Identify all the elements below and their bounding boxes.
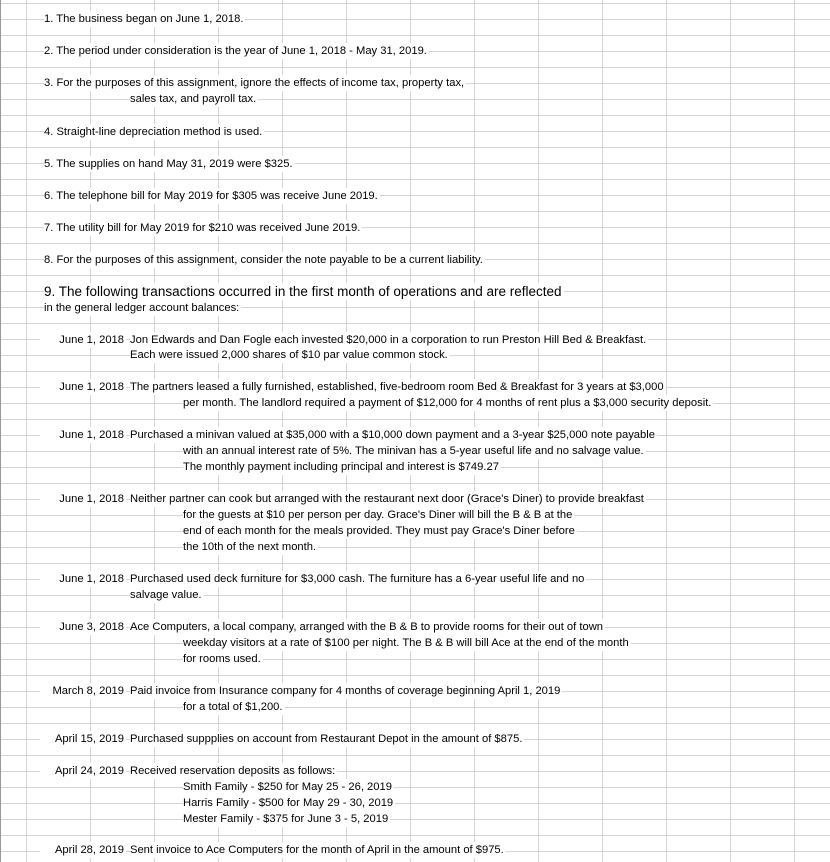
transaction-line[interactable]: for rooms used. [183,653,261,665]
transaction-line[interactable]: for a total of $1,200. [183,701,283,713]
transaction-line[interactable]: Paid invoice from Insurance company for 4 months of coverage beginning April 1, 2019 [130,685,561,697]
transaction-line[interactable]: the 10th of the next month. [183,541,317,553]
sheet-left-border [0,0,1,862]
transaction-line[interactable]: Ace Computers, a local company, arranged with the B & B to provide rooms for their out of town [130,621,604,633]
transaction-line[interactable]: Harris Family - $500 for May 29 - 30, 2019 [183,797,394,809]
note-3-line-2[interactable]: sales tax, and payroll tax. [130,93,257,105]
transaction-line[interactable]: for the guests at $10 per person per day. Grace's Diner will bill the B & B at the [183,509,573,521]
transaction-line[interactable]: per month. The landlord required a payment of $12,000 for 4 months of rent plus a $3,000 security deposit. [183,397,712,409]
note-3-line-1[interactable]: 3. For the purposes of this assignment, ignore the effects of income tax, property tax, [44,77,465,89]
transaction-line[interactable]: Purchased used deck furniture for $3,000 cash. The furniture has a 6-year useful life and no [130,573,585,585]
transaction-line[interactable]: Each were issued 2,000 shares of $10 par value common stock. [130,349,448,361]
note-8[interactable]: 8. For the purposes of this assignment, consider the note payable to be a current liability. [44,254,483,266]
note-7[interactable]: 7. The utility bill for May 2019 for $210 was received June 2019. [44,222,361,234]
transaction-line[interactable]: Smith Family - $250 for May 25 - 26, 2019 [183,781,392,793]
transaction-date[interactable]: June 1, 2018 [40,491,126,507]
transaction-line[interactable]: weekday visitors at a rate of $100 per night. The B & B will bill Ace at the end of the month [183,637,629,649]
transaction-line[interactable]: The monthly payment including principal and interest is $749.27 [183,461,499,473]
transaction-date[interactable]: June 1, 2018 [40,379,126,395]
transaction-line[interactable]: with an annual interest rate of 5%. The minivan has a 5-year useful life and no salvage value. [183,445,644,457]
transaction-date[interactable]: June 1, 2018 [40,427,126,443]
transaction-date[interactable]: April 24, 2019 [40,763,126,779]
transaction-date[interactable]: June 1, 2018 [40,332,126,348]
note-5[interactable]: 5. The supplies on hand May 31, 2019 were $325. [44,158,293,170]
note-2[interactable]: 2. The period under consideration is the year of June 1, 2018 - May 31, 2019. [44,45,427,57]
transaction-date[interactable]: April 28, 2019 [40,842,126,858]
note-4[interactable]: 4. Straight-line depreciation method is used. [44,126,263,138]
transaction-line[interactable]: salvage value. [130,589,202,601]
transaction-line[interactable]: Purchased a minivan valued at $35,000 with a $10,000 down payment and a 3-year $25,000 note payable [130,429,655,441]
note-1[interactable]: 1. The business began on June 1, 2018. [44,13,244,25]
transaction-line[interactable]: end of each month for the meals provided. They must pay Grace's Diner before [183,525,575,537]
transaction-line[interactable]: Sent invoice to Ace Computers for the month of April in the amount of $975. [130,844,504,856]
transaction-line[interactable]: Mester Family - $375 for June 3 - 5, 2019 [183,813,389,825]
transaction-line[interactable]: Purchased suppplies on account from Restaurant Depot in the amount of $875. [130,733,523,745]
note-9-line-2[interactable]: in the general ledger account balances: [44,302,240,314]
transaction-line[interactable]: Received reservation deposits as follows: [130,765,336,777]
transaction-line[interactable]: Neither partner can cook but arranged with the restaurant next door (Grace's Diner) to provide breakfast [130,493,644,505]
transaction-date[interactable]: March 8, 2019 [40,683,126,699]
note-9-line-1[interactable]: 9. The following transactions occurred in the first month of operations and are reflected [44,284,562,299]
transaction-date[interactable]: June 1, 2018 [40,571,126,587]
transaction-line[interactable]: The partners leased a fully furnished, established, five-bedroom room Bed & Breakfast for 3 years at $3,000 [130,381,664,393]
transaction-line[interactable]: Jon Edwards and Dan Fogle each invested $20,000 in a corporation to run Preston Hill Bed & Breakfast. [130,334,647,346]
transaction-date[interactable]: April 15, 2019 [40,731,126,747]
transaction-date[interactable]: June 3, 2018 [40,619,126,635]
note-6[interactable]: 6. The telephone bill for May 2019 for $305 was receive June 2019. [44,190,378,202]
